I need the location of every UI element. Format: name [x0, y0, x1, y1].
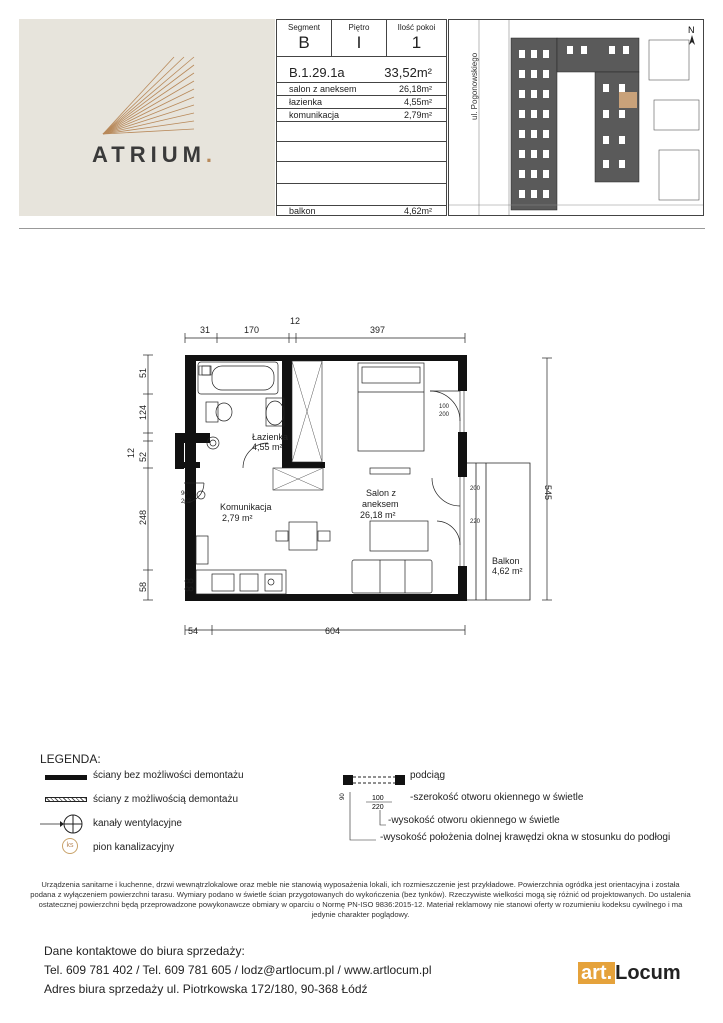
- legend-item: -wysokość położenia dolnej krawędzi okna w stosunku do podłogi: [380, 832, 671, 843]
- artlocum-logo: art. Locum: [578, 962, 681, 985]
- bathroom-name: Łazienka: [252, 432, 289, 442]
- sewage-icon: ks: [62, 838, 78, 854]
- legend-item: podciąg: [410, 770, 446, 781]
- dim-left: 248: [138, 509, 148, 525]
- dim-left: 52: [138, 451, 148, 462]
- dim-bottom: 604: [325, 626, 341, 636]
- svg-text:N: N: [688, 25, 695, 35]
- svg-text:200: 200: [439, 412, 450, 418]
- contact-phones: Tel. 609 781 402 / Tel. 609 781 605 / lodz@artlocum.pl / www.artlocum.pl: [44, 963, 432, 977]
- contact-address: Adres biura sprzedaży ul. Piotrkowska 172/180, 90-368 Łódź: [44, 982, 368, 996]
- living-area: 26,18 m²: [360, 510, 396, 520]
- svg-text:202: 202: [181, 499, 192, 505]
- svg-text:100: 100: [372, 795, 384, 802]
- living-name: aneksem: [362, 499, 399, 509]
- dim-left: 58: [138, 581, 148, 592]
- svg-text:90: 90: [340, 793, 346, 800]
- dim-left: 124: [138, 404, 148, 420]
- demountable-wall-swatch: [45, 797, 87, 802]
- solid-wall-swatch: [45, 775, 87, 780]
- room-row: salon z aneksem 26,18m²: [277, 82, 446, 95]
- legend-item: ściany z możliwością demontażu: [93, 794, 239, 805]
- svg-text:100: 100: [439, 404, 450, 410]
- dim-bottom: 54: [188, 626, 199, 636]
- legend-item: ściany bez możliwości demontażu: [93, 770, 244, 781]
- dim-left: 12: [126, 447, 136, 458]
- rooms-count-cell: Ilość pokoi 1: [397, 23, 436, 52]
- legend-item: pion kanalizacyjny: [93, 842, 175, 853]
- dim-top: 397: [370, 325, 386, 335]
- svg-text:220: 220: [372, 804, 384, 811]
- bathroom-area: 4,55 m²: [252, 442, 283, 452]
- dim-top: 31: [200, 325, 211, 335]
- svg-text:220: 220: [470, 519, 481, 525]
- legend-item: kanały wentylacyjne: [93, 818, 182, 829]
- communication-area: 2,79 m²: [222, 513, 253, 523]
- dim-left: 51: [138, 367, 148, 378]
- street-label: ul. Pogonowskiego: [470, 52, 479, 120]
- room-row: łazienka 4,55m²: [277, 95, 446, 108]
- disclaimer-text: Urządzenia sanitarne i kuchenne, drzwi wewnątrzlokalowe oraz meble nie stanowią wyposażenia lokali, ich rozmieszczenie jest przykładowe. Powierzchnia ogródka jest orientacyjna i została podana z wyłączeniem powierzchni tarasu. Wymiary podano w świetle ścian przygotowanych do wykończenia (bez tynków). Rzeczywiste wielkości mogą się różnić od projektowanych. Do ustalenia ostatecznej powierzchni będą przeprowadzone powykonawcze obmiary w oparciu o Normę PN-ISO 9836:2015-12. Materiał reklamowy nie stanowi oferty w rozumieniu kodeksu cywilnego i ma jedynie charakter poglądowy.: [30, 880, 691, 919]
- brand-logo-text: ATRIUM.: [92, 142, 218, 167]
- balcony-name: Balkon: [492, 556, 520, 566]
- balcony-row: balkon 4,62m²: [277, 205, 446, 216]
- floor-cell: Piętro I: [332, 20, 387, 56]
- window-mark-sample: [336, 790, 396, 855]
- svg-text:200: 200: [470, 486, 481, 492]
- legend-item: -wysokość otworu okiennego w świetle: [388, 815, 560, 826]
- living-name: Salon z: [366, 488, 397, 498]
- beam-swatch: [343, 772, 405, 790]
- contact-heading: Dane kontaktowe do biura sprzedaży:: [44, 944, 245, 958]
- unit-area: 33,52m²: [384, 65, 432, 80]
- ventilation-icon: [40, 813, 90, 840]
- communication-name: Komunikacja: [220, 502, 272, 512]
- dim-top: 170: [244, 325, 260, 335]
- dim-top: 12: [290, 316, 301, 326]
- unit-code: B.1.29.1a: [289, 65, 345, 80]
- legend-item: -szerokość otworu okiennego w świetle: [410, 792, 584, 803]
- room-row: komunikacja 2,79m²: [277, 108, 446, 121]
- dim-right: 545: [543, 485, 553, 501]
- segment-cell: Segment B: [277, 20, 332, 56]
- svg-text:90: 90: [181, 491, 188, 497]
- legend-title: LEGENDA:: [40, 752, 101, 766]
- balcony-area: 4,62 m²: [492, 566, 523, 576]
